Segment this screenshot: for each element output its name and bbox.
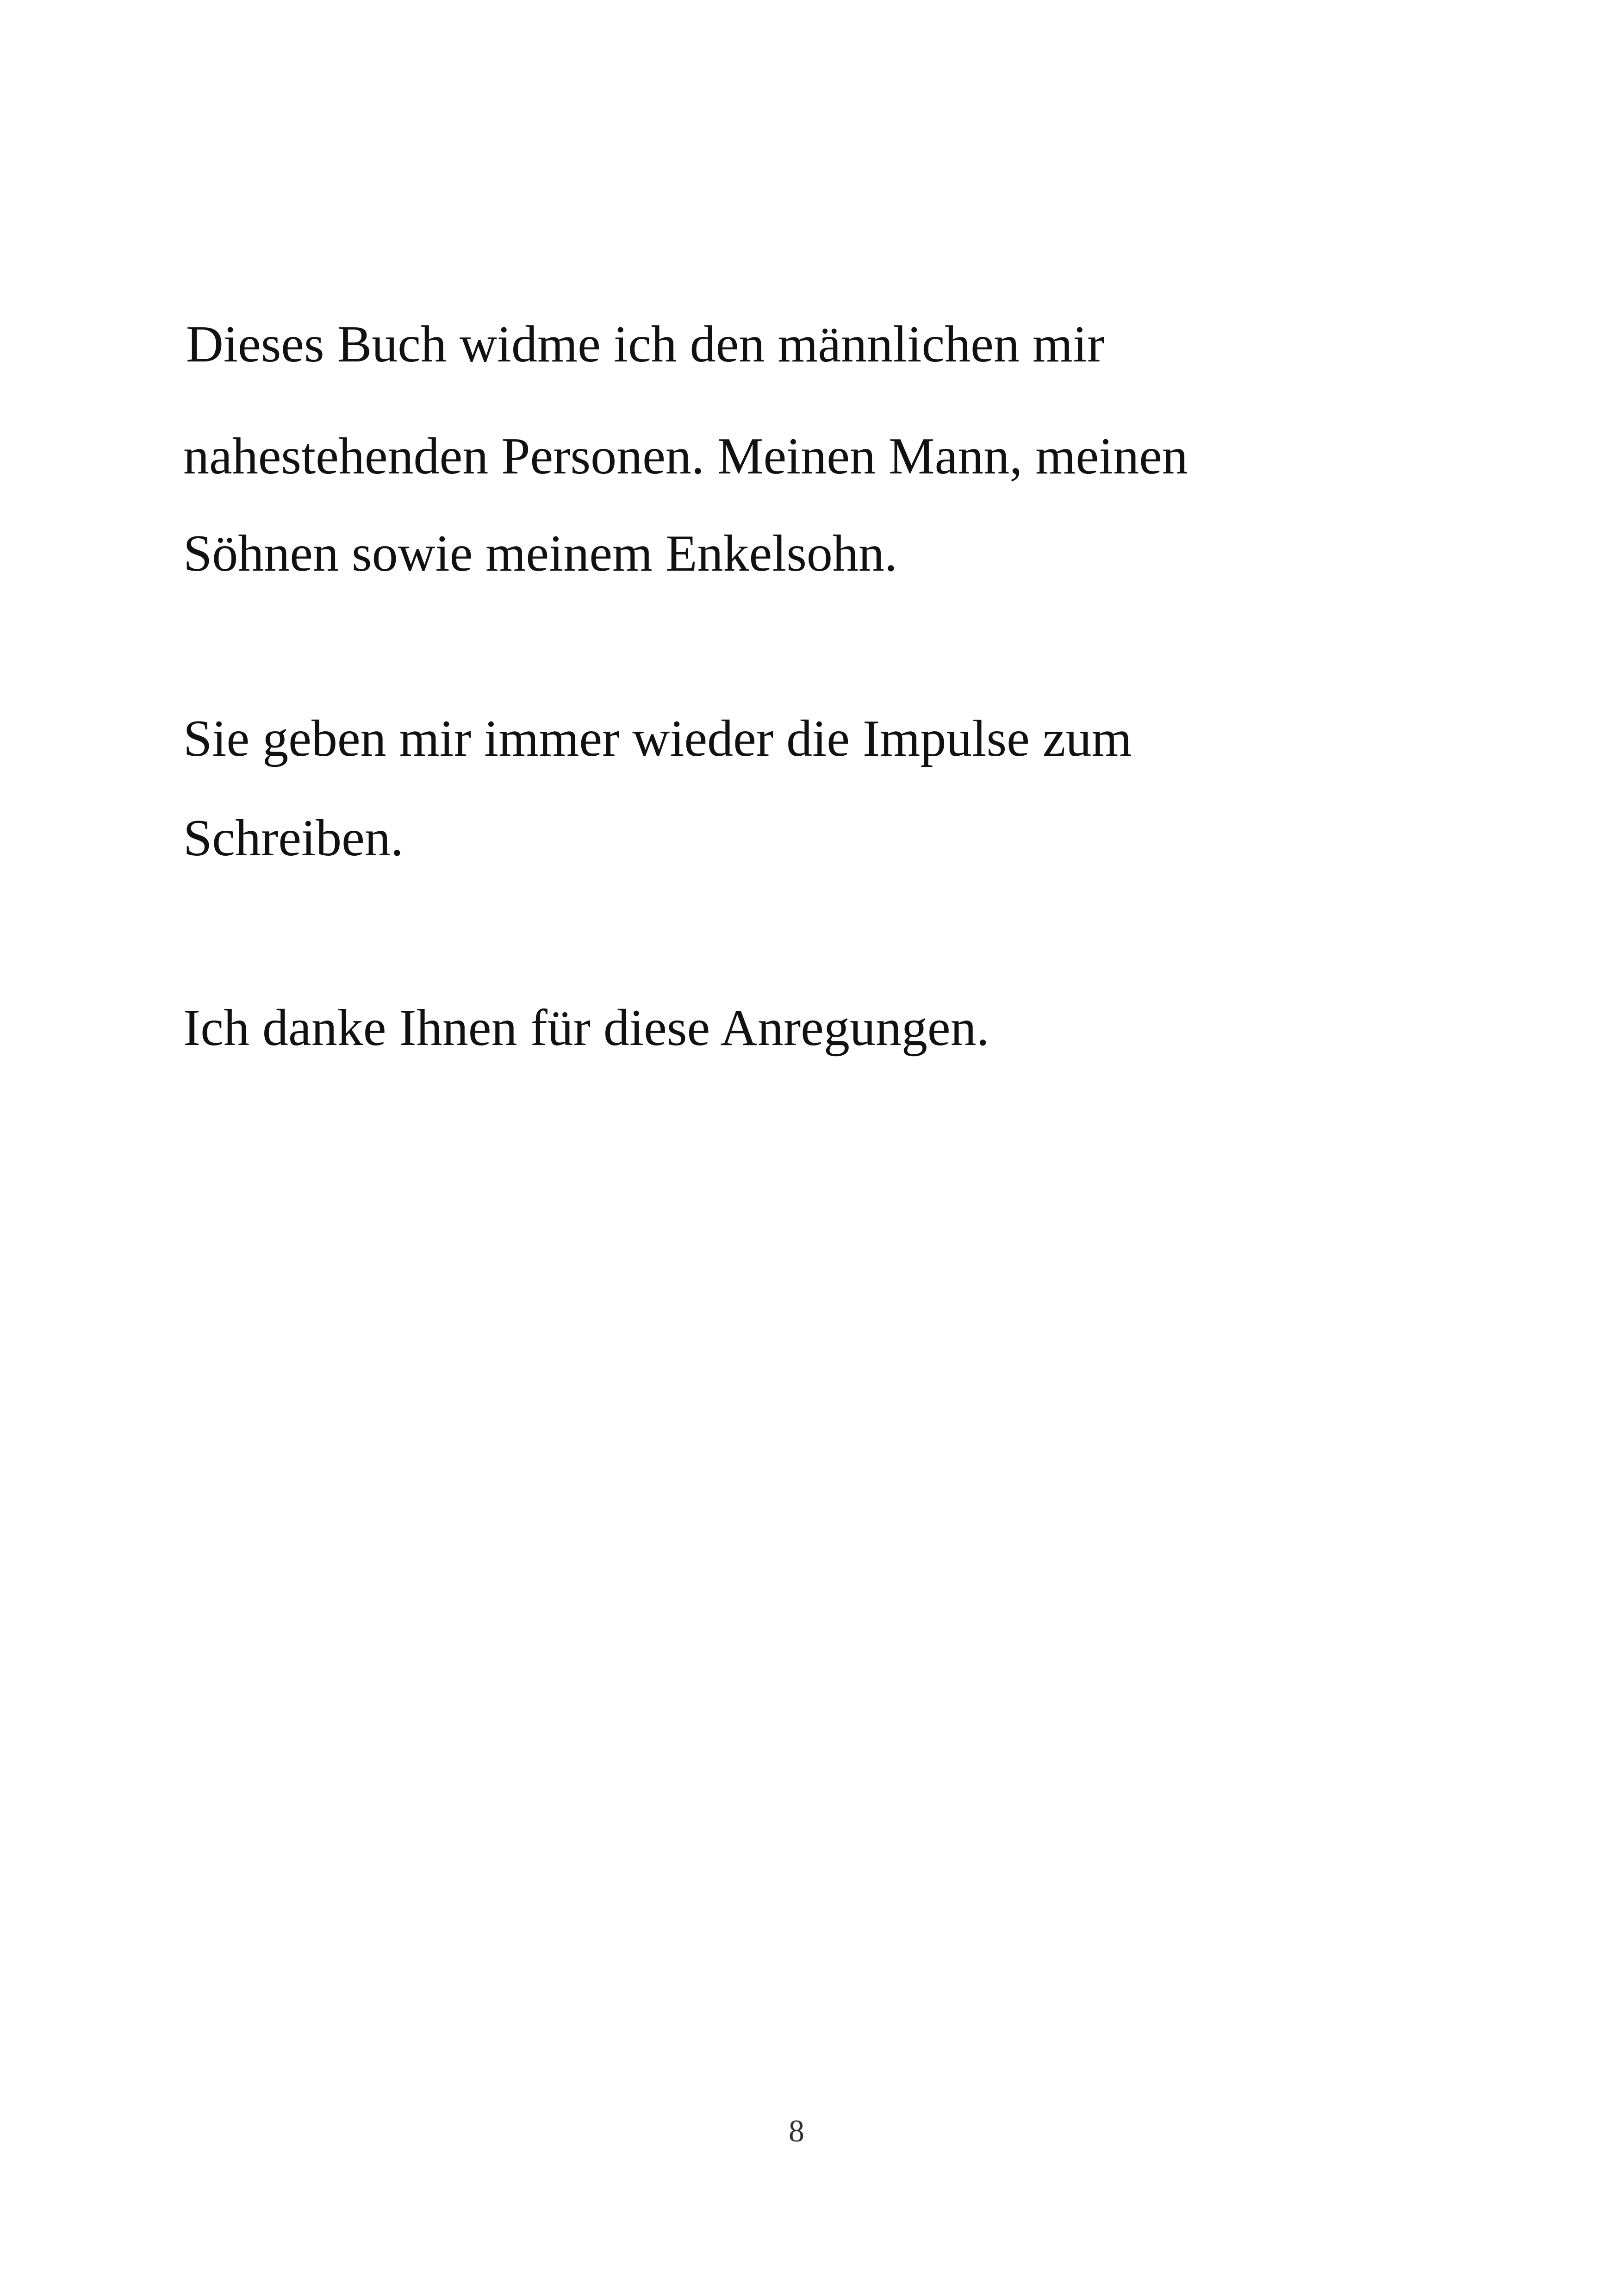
dedication-line: Ich danke Ihnen für diese Anregungen.	[183, 999, 989, 1057]
page-number: 8	[789, 2113, 804, 2148]
dedication-line: nahestehenden Personen. Meinen Mann, meinen	[183, 428, 1188, 485]
dedication-line: Söhnen sowie meinem Enkelsohn.	[183, 525, 897, 582]
dedication-line: Dieses Buch widme ich den männlichen mir	[186, 316, 1105, 373]
dedication-line: Schreiben.	[183, 809, 404, 867]
dedication-line: Sie geben mir immer wieder die Impulse zum	[183, 710, 1132, 767]
